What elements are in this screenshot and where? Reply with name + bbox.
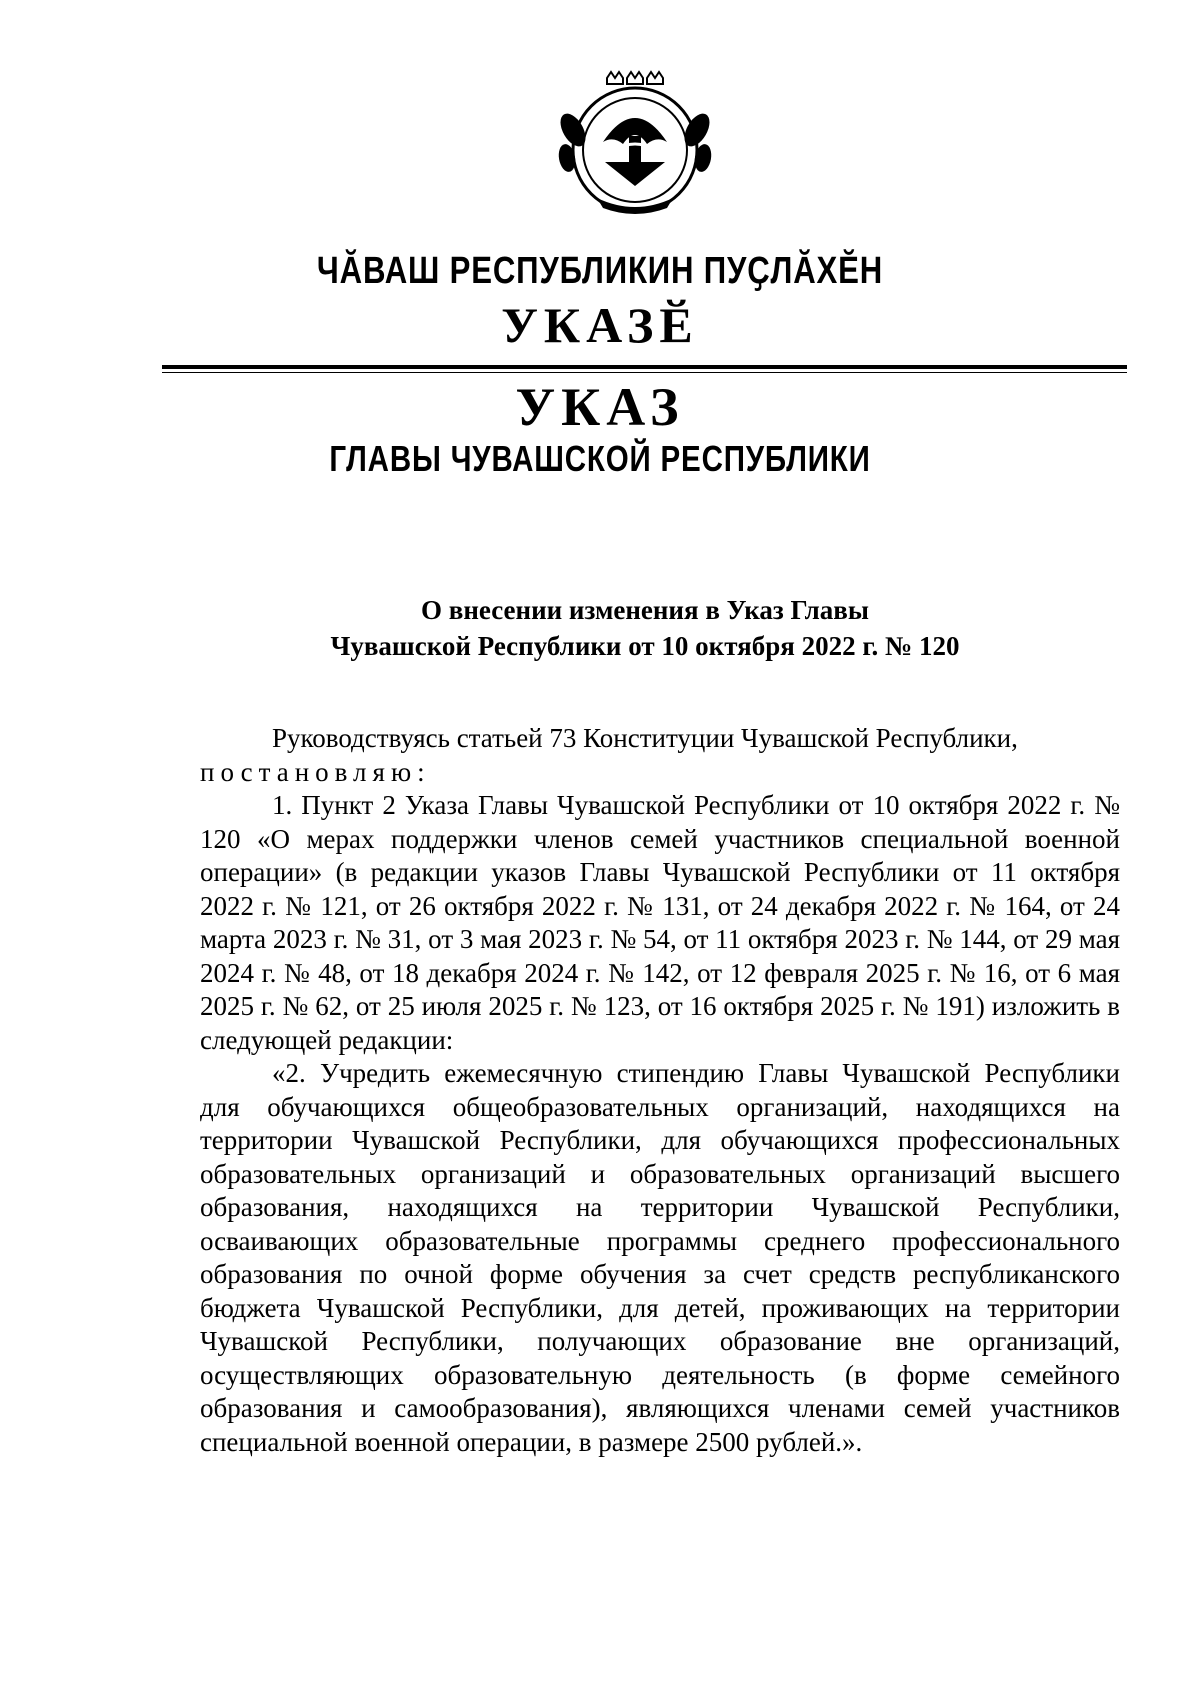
header-divider-thin	[162, 372, 1127, 373]
chuvash-ukaze-title: УКАЗӖ	[501, 297, 699, 353]
header-divider-thick	[162, 365, 1127, 369]
russian-header-line: ГЛАВЫ ЧУВАШСКОЙ РЕСПУБЛИКИ	[329, 438, 871, 479]
item-2-paragraph: «2. Учредить ежемесячную стипендию Главы Чувашской Республики для обучающихся общеобразовательных организаций, находящихся на территории Чувашской Республики, для обучающихся профессиональных образовательных организаций и образовательных организаций высшего образования, находящихся на территории Чувашской Республики, осваивающих образовательные программы среднего профессионального образования по очной форме обучения за счет средств республиканского бюджета Чувашской Республики, для детей, проживающих на территории Чувашской Республики, получающих образование вне организаций, осуществляющих образовательную деятельность (в форме семейного образования и самообразования), являющихся членами семей участников специальной военной операции, в размере 2500 рублей.».	[200, 1058, 1120, 1457]
chuvash-header-line: ЧӐВАШ РЕСПУБЛИКИН ПУҪЛӐХӖН	[316, 250, 884, 292]
item-1-paragraph: 1. Пункт 2 Указа Главы Чувашской Республики от 10 октября 2022 г. № 120 «О мерах поддержки членов семей участников специальной военной операции» (в редакции указов Главы Чувашской Республики от 11 октября 2022 г. № 121, от 26 октября 2022 г. № 131, от 24 декабря 2022 г. № 164, от 24 марта 2023 г. № 31, от 3 мая 2023 г. № 54, от 11 октября 2023 г. № 144, от 29 мая 2024 г. № 48, от 18 декабря 2024 г. № 142, от 12 февраля 2025 г. № 16, от 6 мая 2025 г. № 62, от 25 июля 2025 г. № 123, от 16 октября 2025 г. № 191) изложить в следующей редакции:	[200, 790, 1120, 1055]
document-title-line-1: О внесении изменения в Указ Главы	[421, 595, 869, 625]
decree-word: постановляю:	[200, 756, 431, 787]
document-title-line-2: Чувашской Республики от 10 октября 2022 г. № 120	[330, 631, 960, 661]
document-body	[200, 722, 1120, 1459]
russian-ukaz-title: УКАЗ	[515, 377, 685, 437]
preamble-paragraph: Руководствуясь статьей 73 Конституции Чувашской Республики,	[272, 723, 1018, 753]
coat-of-arms-emblem	[545, 70, 725, 220]
